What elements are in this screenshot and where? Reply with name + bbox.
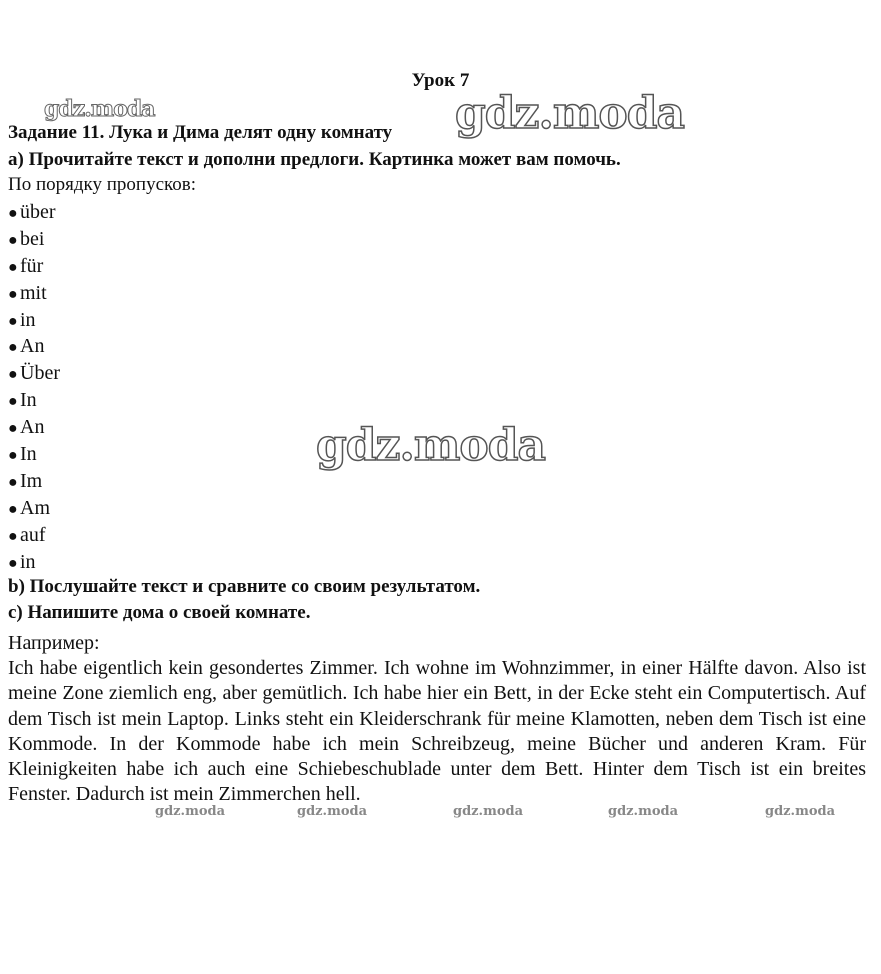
list-item: ● in (8, 549, 60, 576)
list-item: ● Im (8, 468, 60, 495)
list-item: ● bei (8, 226, 60, 253)
watermark-top-small: gdz.moda (44, 96, 155, 122)
list-item: ● über (8, 199, 60, 226)
bullet-icon: ● (8, 339, 18, 357)
list-item: ● in (8, 307, 60, 334)
list-item: ● mit (8, 280, 60, 307)
bullet-icon: ● (8, 447, 18, 465)
order-label: По порядку пропусков: (8, 174, 197, 195)
watermark-tiny: gdz.moda (155, 804, 226, 819)
bullet-icon: ● (8, 258, 18, 276)
watermark-center: gdz.moda (316, 420, 546, 471)
example-essay: Ich habe eigentlich kein gesondertes Zimmer. Ich wohne im Wohnzimmer, in einer Hälfte davon. Also ist meine Zone ziemlich eng, aber gemütlich. Ich habe hier ein Bett, in der Ecke steht ein Computertisch. Auf dem Tisch ist mein Laptop. Links steht ein Kleiderschrank für meine Klamotten, neben dem Tisch ist eine Kommode. In der Kommode habe ich mein Schreibzeug, meine Bücher und anderen Kram. Für Kleinigkeiten habe ich auch eine Schiebeschublade unter dem Bett. Hinter dem Tisch ist ein breites Fenster. Dadurch ist mein Zimmerchen hell. (8, 657, 866, 806)
list-item: ● auf (8, 522, 60, 549)
example-label: Например: (8, 632, 100, 654)
list-item: ● In (8, 387, 60, 414)
list-item: ● An (8, 333, 60, 360)
task-part-b: b) Послушайте текст и сравните со своим результатом. (8, 576, 481, 597)
bullet-icon: ● (8, 366, 18, 384)
lesson-heading: Урок 7 (411, 70, 470, 91)
list-item: ● An (8, 414, 60, 441)
bullet-icon: ● (8, 205, 18, 222)
task-part-a: a) Прочитайте текст и дополни предлоги. Картинка может вам помочь. (8, 149, 621, 170)
list-item: ● In (8, 441, 60, 468)
bullet-icon: ● (8, 231, 18, 249)
watermark-tiny: gdz.moda (453, 804, 524, 819)
watermark-top-large: gdz.moda (455, 88, 685, 139)
bullet-icon: ● (8, 312, 18, 330)
task-part-c: c) Напишите дома о своей комнате. (8, 602, 311, 623)
answer-list (8, 199, 60, 575)
bullet-icon: ● (8, 500, 18, 518)
bullet-icon: ● (8, 420, 18, 438)
task-title: Задание 11. Лука и Дима делят одну комнату (8, 122, 393, 143)
watermark-tiny: gdz.moda (765, 804, 836, 819)
watermark-tiny: gdz.moda (297, 804, 368, 819)
list-item: ● Über (8, 360, 60, 387)
bullet-icon: ● (8, 554, 18, 572)
bullet-icon: ● (8, 393, 18, 411)
watermark-tiny: gdz.moda (608, 804, 679, 819)
bullet-icon: ● (8, 285, 18, 303)
list-item: ● für (8, 253, 60, 280)
bullet-icon: ● (8, 473, 18, 491)
bullet-icon: ● (8, 527, 18, 545)
list-item: ● Am (8, 495, 60, 522)
